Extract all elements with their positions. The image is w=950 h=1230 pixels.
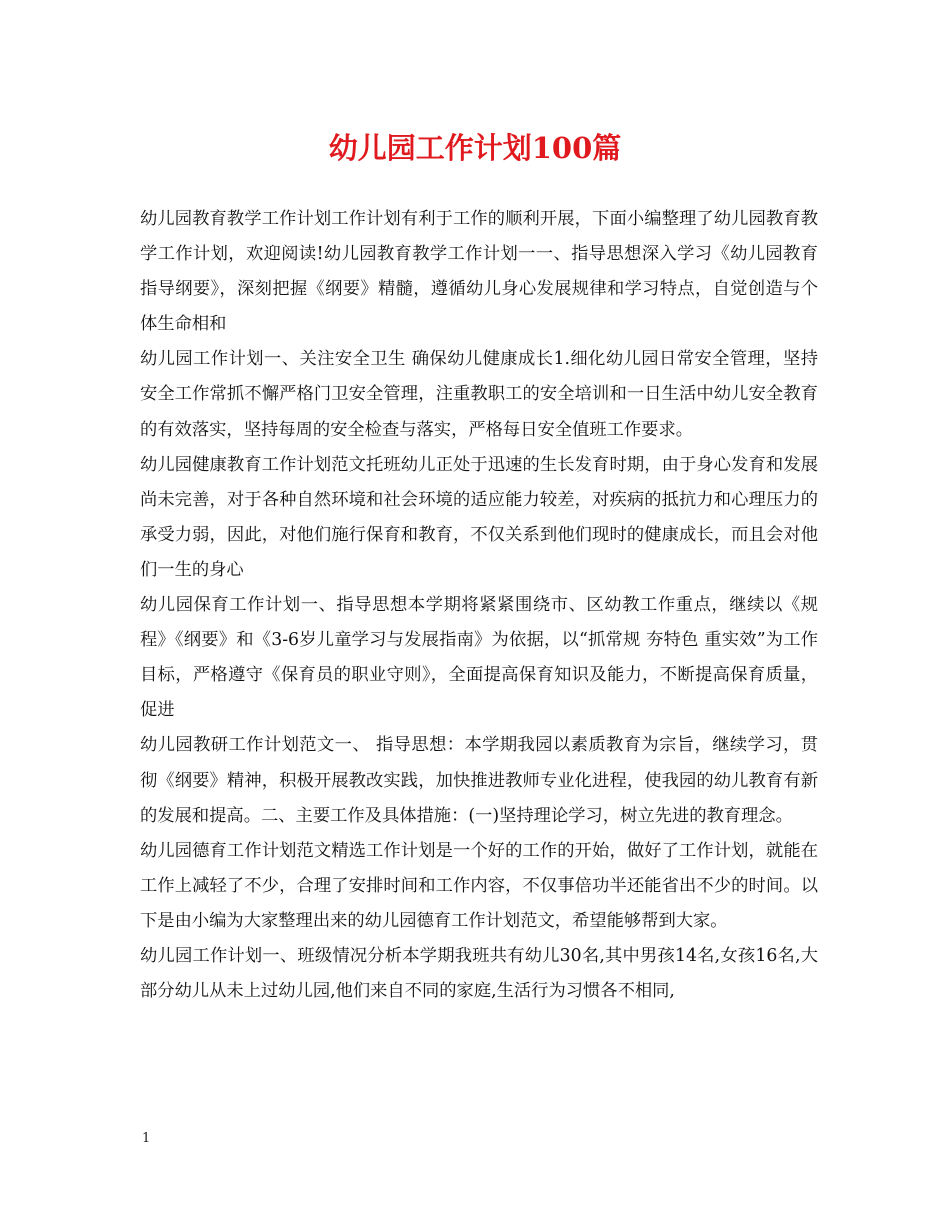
paragraph-4: 幼儿园保育工作计划一、指导思想本学期将紧紧围绕市、区幼教工作重点，继续以《规程》《纲要》和《3-6岁儿童学习与发展指南》为依据，以“抓常规 夯特色 重实效”为工作目标，严格遵守《保育员的职业守则》，全面提高保育知识及能力，不断提高保育质量，促进: [140, 595, 818, 721]
paragraph-2: 幼儿园工作计划一、关注安全卫生 确保幼儿健康成长1.细化幼儿园日常安全管理，坚持安全工作常抓不懈严格门卫安全管理，注重教职工的安全培训和一日生活中幼儿安全教育的有效落实，坚持每周的安全检查与落实，严格每日安全值班工作要求。: [140, 349, 818, 440]
paragraph-3: 幼儿园健康教育工作计划范文托班幼儿正处于迅速的生长发育时期，由于身心发育和发展尚未完善，对于各种自然环境和社会环境的适应能力较差，对疾病的抵抗力和心理压力的承受力弱，因此，对他们施行保育和教育，不仅关系到他们现时的健康成长，而且会对他们一生的身心: [140, 454, 818, 580]
document-body: [140, 202, 818, 1009]
paragraph-7: 幼儿园工作计划一、班级情况分析本学期我班共有幼儿30名,其中男孩14名,女孩16名,大部分幼儿从未上过幼儿园,他们来自不同的家庭,生活行为习惯各不相同,: [140, 945, 818, 1002]
paragraph-1: 幼儿园教育教学工作计划工作计划有利于工作的顺利开展，下面小编整理了幼儿园教育教学工作计划，欢迎阅读!幼儿园教育教学工作计划一一、指导思想深入学习《幼儿园教育指导纲要》，深刻把握《纲要》精髓，遵循幼儿身心发展规律和学习特点，自觉创造与个体生命相和: [140, 209, 818, 335]
paragraph-5: 幼儿园教研工作计划范文一、 指导思想：本学期我园以素质教育为宗旨，继续学习，贯彻《纲要》精神，积极开展教改实践，加快推进教师专业化进程，使我园的幼儿教育有新的发展和提高。二、主要工作及具体措施：(一)坚持理论学习，树立先进的教育理念。: [140, 735, 818, 826]
document-title: 幼儿园工作计划100篇: [328, 131, 622, 165]
page-number: 1: [142, 1131, 151, 1146]
paragraph-6: 幼儿园德育工作计划范文精选工作计划是一个好的工作的开始，做好了工作计划，就能在工作上减轻了不少，合理了安排时间和工作内容，不仅事倍功半还能省出不少的时间。以下是由小编为大家整理出来的幼儿园德育工作计划范文，希望能够帮到大家。: [140, 840, 818, 931]
